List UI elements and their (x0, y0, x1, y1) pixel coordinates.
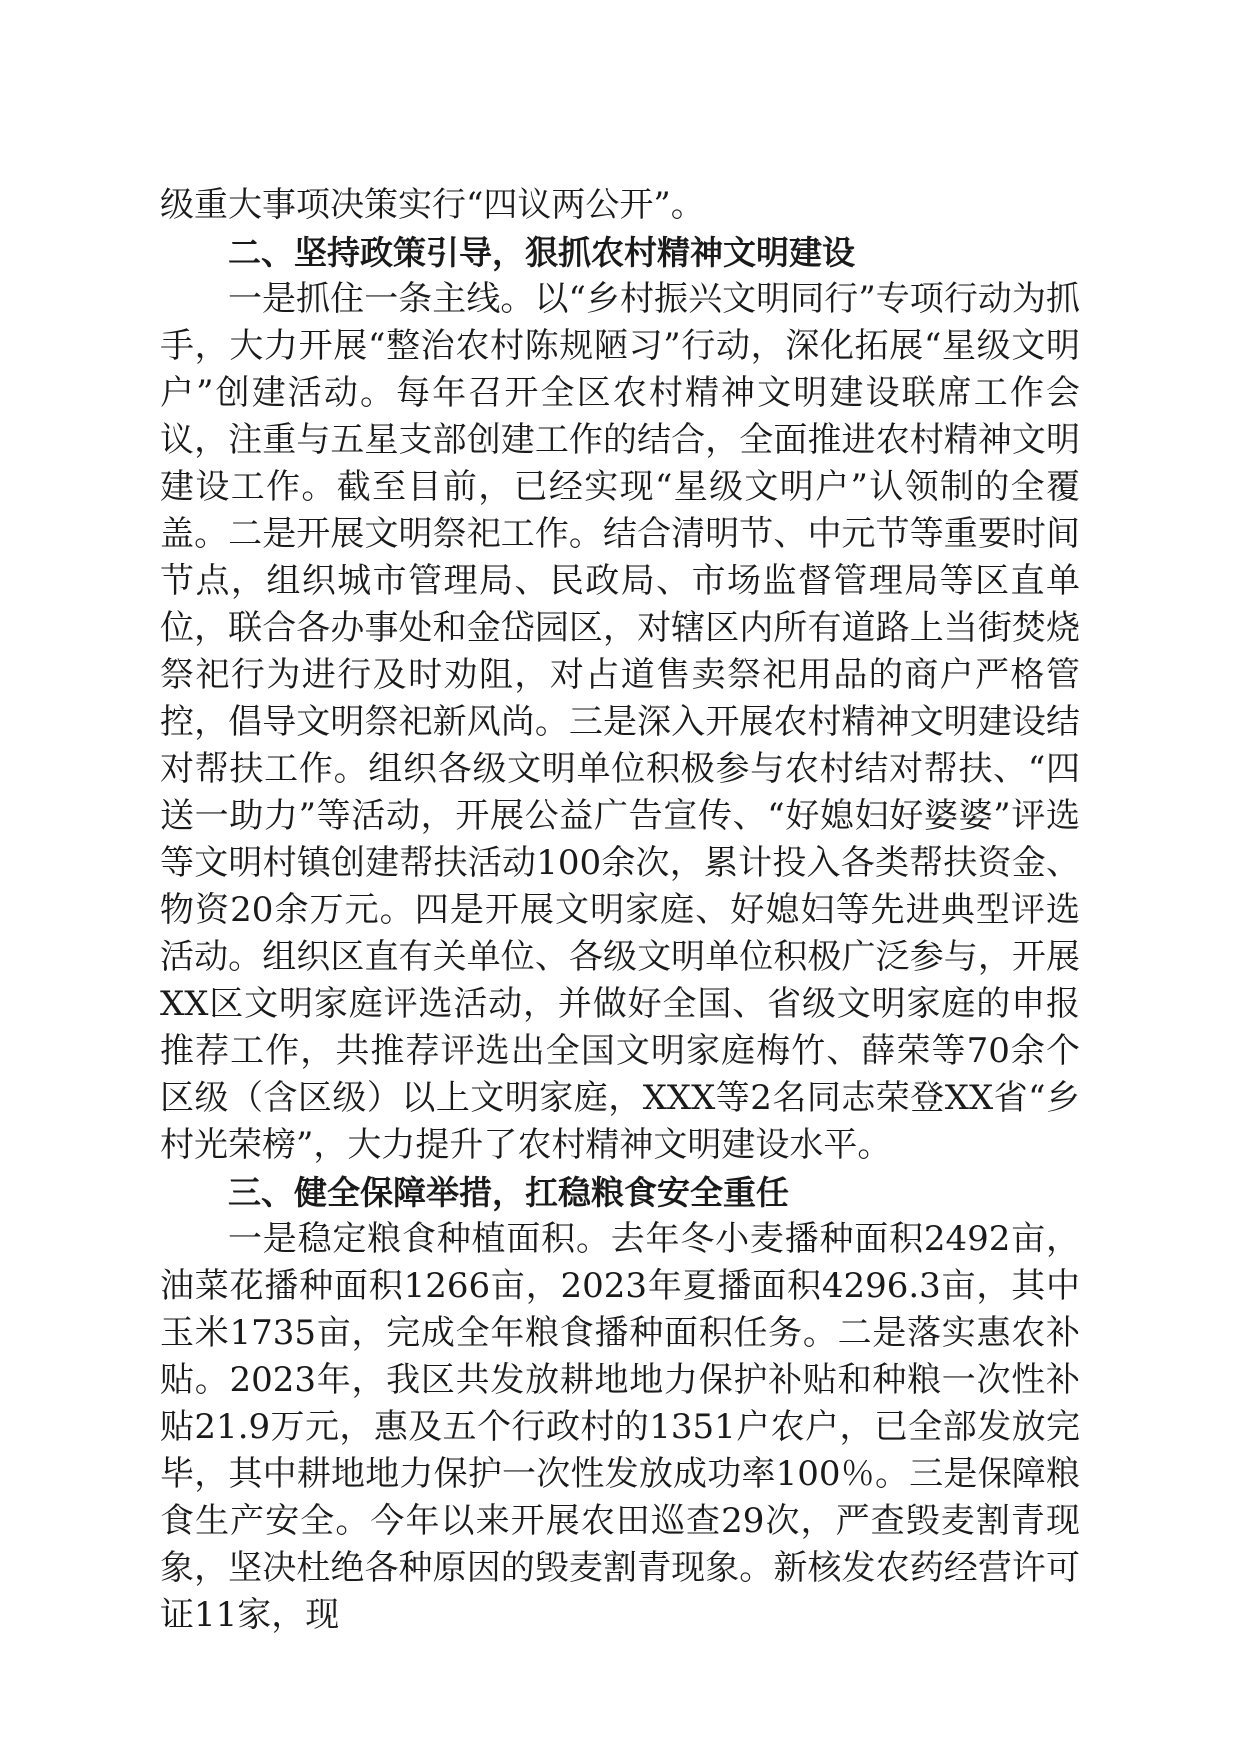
section-2-body: 一是抓住一条主线。以“乡村振兴文明同行”专项行动为抓手，大力开展“整治农村陈规陋习”行动，深化拓展“星级文明户”创建活动。每年召开全区农村精神文明建设联席工作会议，注重与五星支部创建工作的结合，全面推进农村精神文明建设工作。截至目前，已经实现“星级文明户”认领制的全覆盖。二是开展文明祭祀工作。结合清明节、中元节等重要时间节点，组织城市管理局、民政局、市场监督管理局等区直单位，联合各办事处和金岱园区，对辖区内所有道路上当街焚烧祭祀行为进行及时劝阻，对占道售卖祭祀用品的商户严格管控，倡导文明祭祀新风尚。三是深入开展农村精神文明建设结对帮扶工作。组织各级文明单位积极参与农村结对帮扶、“四送一助力”等活动，开展公益广告宣传、“好媳妇好婆婆”评选等文明村镇创建帮扶活动100余次，累计投入各类帮扶资金、物资20余万元。四是开展文明家庭、好媳妇等先进典型评选活动。组织区直有关单位、各级文明单位积极广泛参与，开展XX区文明家庭评选活动，并做好全国、省级文明家庭的申报推荐工作，共推荐评选出全国文明家庭梅竹、薛荣等70余个区级（含区级）以上文明家庭，XXX等2名同志荣登XX省“乡村光荣榜”，大力提升了农村精神文明建设水平。 (160, 279, 1080, 1165)
continuation-paragraph: 级重大事项决策实行“四议两公开”。 (160, 185, 705, 225)
section-3-body: 一是稳定粮食种植面积。去年冬小麦播种面积2492亩，油菜花播种面积1266亩，2023年夏播面积4296.3亩，其中玉米1735亩，完成全年粮食播种面积任务。二是落实惠农补贴。2023年，我区共发放耕地地力保护补贴和种粮一次性补贴21.9万元，惠及五个行政村的1351户农户，已全部发放完毕，其中耕地地力保护一次性发放成功率100％。三是保障粮食生产安全。今年以来开展农田巡查29次，严查毁麦割青现象，坚决杜绝各种原因的毁麦割青现象。新核发农药经营许可证11家，现 (160, 1219, 1080, 1635)
section-3-heading: 三、健全保障举措，扛稳粮食安全重任 (228, 1173, 789, 1212)
document-page (160, 182, 1080, 1639)
section-2-heading: 二、坚持政策引导，狠抓农村精神文明建设 (228, 233, 855, 272)
